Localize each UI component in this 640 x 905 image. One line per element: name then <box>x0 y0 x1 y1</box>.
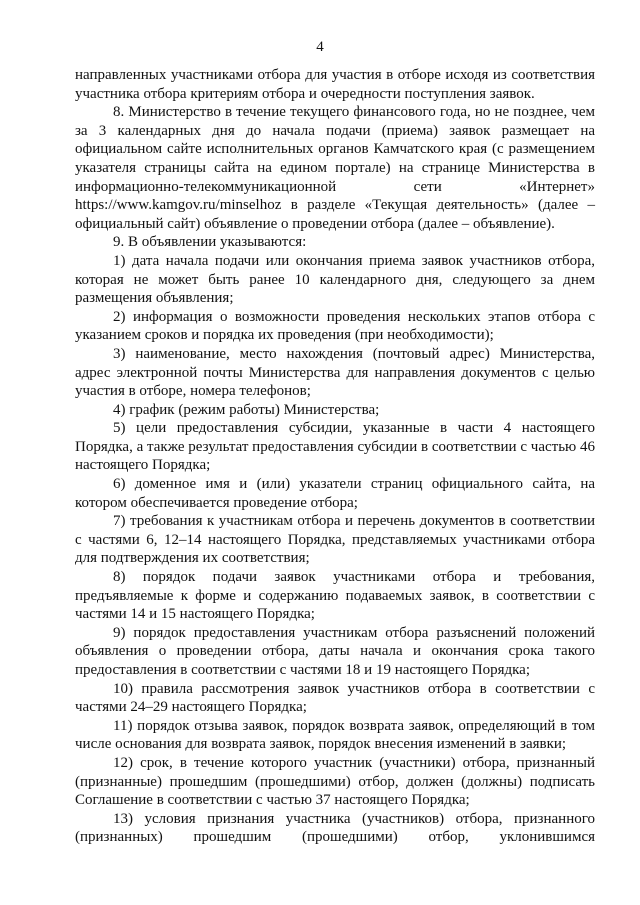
list-item-4: 4) график (режим работы) Министерства; <box>113 401 380 418</box>
page-number: 4 <box>316 39 324 55</box>
list-item-13: 13) условия признания участника (участников) отбора, признанного (признанных) прошедшим (прошедшими) отбор, уклонившимся <box>75 810 595 846</box>
list-item-10: 10) правила рассмотрения заявок участников отбора в соответствии с частями 24–29 настоящего Порядка; <box>75 680 595 716</box>
list-item-8: 8) порядок подачи заявок участниками отбора и требования, предъявляемые к форме и содержанию подаваемых заявок, в соответствии с частями 14 и 15 настоящего Порядка; <box>75 569 595 623</box>
paragraph-item-8: 8. Министерство в течение текущего финансового года, но не позднее, чем за 3 календарных дня до начала подачи (приема) заявок размещает на официальном сайте исполнительных органов Камчатского края (с размещением указателя страницы сайта на едином портале) на странице Министерства в информационно-телекоммуникационной сети «Интернет» https://www.kamgov.ru/minselhoz в разделе «Текущая деятельность» (далее – официальный сайт) объявление о проведении отбора (далее – объявление). <box>75 104 595 232</box>
list-item-2: 2) информация о возможности проведения нескольких этапов отбора с указанием сроков и порядка их проведения (при необходимости); <box>75 308 595 344</box>
list-item-5: 5) цели предоставления субсидии, указанные в части 4 настоящего Порядка, а также результат предоставления субсидии в соответствии с частью 46 настоящего Порядка; <box>75 420 595 474</box>
list-item-6: 6) доменное имя и (или) указатели страниц официального сайта, на котором обеспечивается проведение отбора; <box>75 476 595 511</box>
list-item-3: 3) наименование, место нахождения (почтовый адрес) Министерства, адрес электронной почты Министерства для направления документов с целью участия в отборе, номера телефонов; <box>75 345 595 400</box>
list-item-9: 9) порядок предоставления участникам отбора разъяснений положений объявления о проведении отбора, даты начала и окончания срока такого предоставления в соответствии с частями 18 и 19 настоящего Порядка; <box>75 624 595 678</box>
list-item-1: 1) дата начала подачи или окончания приема заявок участников отбора, которая не может быть ранее 10 календарного дня, следующего за днем размещения объявления; <box>75 252 595 307</box>
list-item-7: 7) требования к участникам отбора и перечень документов в соответствии с частями 6, 12–14 настоящего Порядка, представляемых участниками отбора для подтверждения их соответствия; <box>75 513 595 567</box>
paragraph-continuation: направленных участниками отбора для участия в отборе исходя из соответствия участника отбора критериям отбора и очередности поступления заявок. <box>75 67 595 102</box>
list-item-12: 12) срок, в течение которого участник (участники) отбора, признанный (признанные) прошедшим (прошедшими) отбор, должен (должны) подписать Соглашение в соответствии с частью 37 настоящего Порядка; <box>75 754 595 809</box>
paragraph-item-9: 9. В объявлении указываются: <box>113 234 307 251</box>
list-item-11: 11) порядок отзыва заявок, порядок возврата заявок, определяющий в том числе основания для возврата заявок, порядок внесения изменений в заявки; <box>75 717 595 753</box>
document-body <box>75 66 595 847</box>
